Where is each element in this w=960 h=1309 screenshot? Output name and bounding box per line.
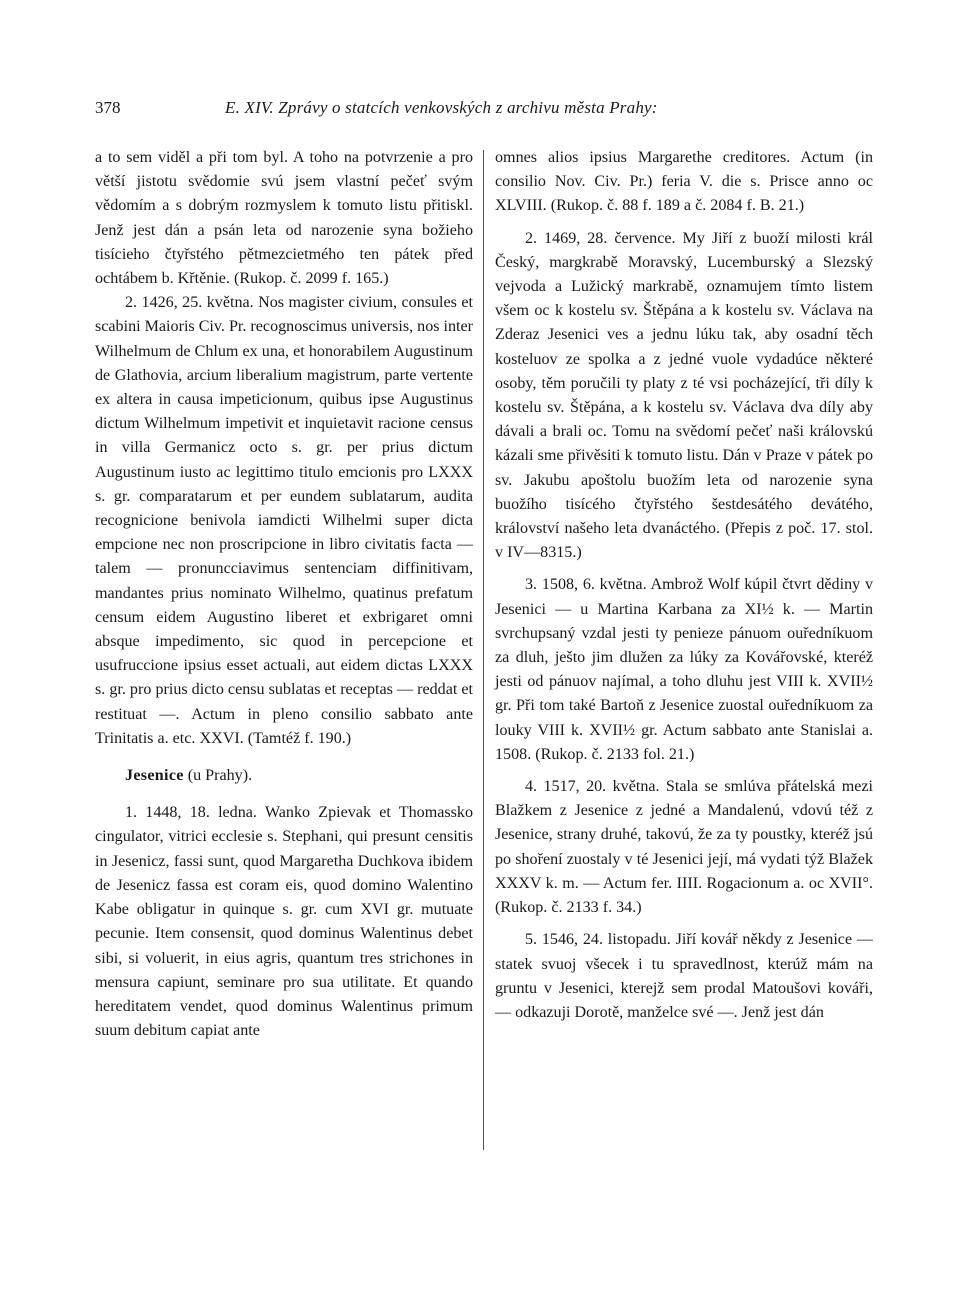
paragraph: omnes alios ipsius Margarethe creditores. Actum (in consilio Nov. Civ. Pr.) feria V. die s. Prisce anno oc XLVIII. (Rukop. č. 88 f. 189 a č. 2084 f. B. 21.) [495, 149, 873, 215]
paragraph: a to sem viděl a při tom byl. A toho na potvrzenie a pro větší jistotu svědomie svú jsem vlastní pečeť svým vědomím a s dobrým rozmyslem k tomuto listu přitiskl. Jenž jest dán a psán leta od narozenie syna božieho tisícieho čtyřstého pětmezcietmého ten pátek před ochtábem b. Křtěnie. (Rukop. č. 2099 f. 165.) [95, 149, 473, 288]
paragraph: 3. 1508, 6. května. Ambrož Wolf kúpil čtvrt dědiny v Jesenici — u Martina Karbana za XI½ k. — Martin svrchupsaný vzdal jesti ty penieze pánuom ouředníkuom za dluh, ješto jim dlužen za lúky za Kovářovské, kteréž jesti od pánuov najímal, a toho dluhu jest VIII k. XVII½ gr. Při tom také Bartoň z Jesenice zuostal ouředníkuom za louky VIII k. XVII½ gr. Actum sabbato ante Stanislai a. 1508. (Rukop. č. 2133 fol. 21.) [495, 576, 873, 763]
running-title: E. XIV. Zprávy o statcích venkovských z archivu města Prahy: [225, 98, 658, 117]
section-heading [95, 764, 473, 788]
paragraph: 2. 1426, 25. května. Nos magister civium, consules et scabini Maioris Civ. Pr. recognoscimus universis, nos inter Wilhelmum de Chlum ex una, et honorabilem Augustinum de Glathovia, arcium liberalium magistrum, parte vertente ex altera in causa impeticionum, quibus ipse Augustinus dictum Wilhelmum impetivit et inquietavit racione census in villa Germanicz octo s. gr. per prius dictum Augustinum iusto ac legittimo titulo emcionis pro LXXX s. gr. comparatarum et per eundem sublatarum, audita recognicione benivola iamdicti Wilhelmi super dicta empcione nec non proscripcione in libro civitatis facta — talem — pronuncciavimus sentenciam diffinitivam, mandantes prius nominato Wilhelmo, quatinus prefatum censum eidem Augustino liberet et exbrigaret omni absque impedimento, sic quod in percepcione et usufruccione ipsius esset actuali, aut eidem dictas LXXX s. gr. pro prius dicto censu sublatas et receptas — reddat et restituat —. Actum in pleno consilio sabbato ante Trinitatis a. etc. XXVI. (Tamtéž f. 190.) [95, 294, 474, 747]
paragraph: 4. 1517, 20. května. Stala se smlúva přátelská mezi Blažkem z Jesenice z jedné a Mandalenú, vdovú též z Jesenice, strany druhé, takovú, že za ty poustky, kteréž jsú po shoření zuostaly v té Jesenici její, má vydati týž Blažek XXXV k. m. — Actum fer. IIII. Rogacionum a. oc XVII°. (Rukop. č. 2133 f. 34.) [495, 778, 873, 917]
section-heading-place: Jesenice [125, 767, 184, 785]
left-column [95, 146, 473, 1043]
paragraph: 5. 1546, 24. listopadu. Jiří kovář někdy z Jesenice — statek svuoj všecek i tu spravedlnost, kterúž mám na gruntu v Jesenici, kterejž sem prodal Matoušovi kováři, — odkazuji Dorotě, manželce své —. Jenž jest dán [495, 931, 873, 1021]
section-heading-suffix: (u Prahy). [183, 767, 253, 785]
page-number: 378 [95, 98, 121, 117]
paragraph: 1. 1448, 18. ledna. Wanko Zpievak et Thomassko cingulator, vitrici ecclesie s. Stephani, qui presunt censitis in Jesenicz, fassi sunt, quod Margaretha Duchkova ibidem de Jesenicz fassa est coram eis, quod domino Walentino Kabe obligatur in quinque s. gr. cum XVI gr. mutuate pecunie. Item consensit, quod dominus Walentinus debet sibi, si voluerit, in eius agris, quantum tres strichones in mensura capiunt, seminare pro sua utilitate. Et quando hereditatem vendet, quod dominus Walentinus primum suum debitum capiat ante [95, 804, 473, 1040]
column-divider [483, 150, 484, 1150]
paragraph: 2. 1469, 28. července. My Jiří z buoží milosti král Český, margkrabě Moravský, Lucemburský a Slezský vejvoda a Lužický markrabě, oznamujem tímto listem všem oc k kostelu sv. Štěpána a k kostelu sv. Václava na Zderaz Jesenici ves a jednu lúku tak, aby osadní těch kosteluov ze spolka a z jedné vuole vydadúce některé osoby, těm poručili ty platy z té vsi pocházející, tři díly k kostelu sv. Štěpána, a k kostelu sv. Václava dva díly aby dávali a brali oc. Tomu na svědomí pečeť naši královskú kázali sme přivěsiti k tomuto listu. Dán v Praze v pátek po sv. Jakubu apoštolu buožím leta od narozenie syna buožího tisícého čtyřstého šestdesátého devátého, království našeho leta dvanáctého. (Přepis z poč. 17. stol. v IV—8315.) [495, 229, 873, 562]
right-column [495, 146, 873, 1025]
page-header [95, 98, 865, 128]
